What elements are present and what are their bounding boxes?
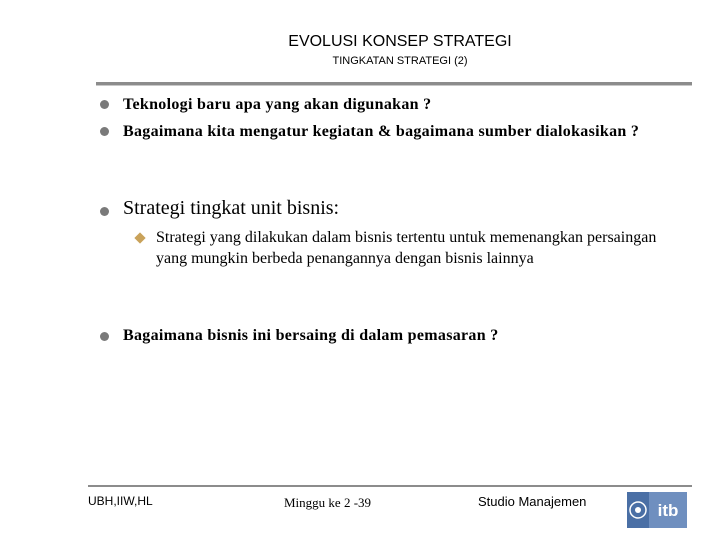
bullet-text-4: Bagaimana bisnis ini bersaing di dalam pemasaran ? — [123, 327, 499, 344]
footer-authors: UBH,IIW,HL — [88, 494, 153, 508]
bullet-text-3: Strategi tingkat unit bisnis: — [123, 197, 340, 219]
bottom-divider — [88, 485, 692, 487]
sub-bullet-text: Strategi yang dilakukan dalam bisnis tertentu untuk memenangkan persaingan yang mungkin berbeda penangannya dengan bisnis lainnya — [156, 229, 657, 267]
bullet-icon — [100, 100, 109, 109]
bullet-icon — [100, 332, 109, 341]
itb-logo — [627, 492, 687, 528]
bullet-icon — [100, 127, 109, 136]
top-divider — [96, 82, 692, 86]
bullet-text-1: Teknologi baru apa yang akan digunakan ? — [123, 96, 432, 113]
bullet-icon — [100, 207, 109, 216]
diamond-bullet-icon — [134, 232, 145, 243]
footer-page: Minggu ke 2 -39 — [284, 495, 372, 510]
slide-subtitle: TINGKATAN STRATEGI (2) — [332, 55, 468, 67]
footer-studio: Studio Manajemen — [478, 494, 587, 509]
logo-text: itb — [657, 501, 679, 520]
slide-title: EVOLUSI KONSEP STRATEGI — [288, 33, 512, 50]
bullet-text-2: Bagaimana kita mengatur kegiatan & bagaimana sumber dialokasikan ? — [123, 123, 640, 140]
